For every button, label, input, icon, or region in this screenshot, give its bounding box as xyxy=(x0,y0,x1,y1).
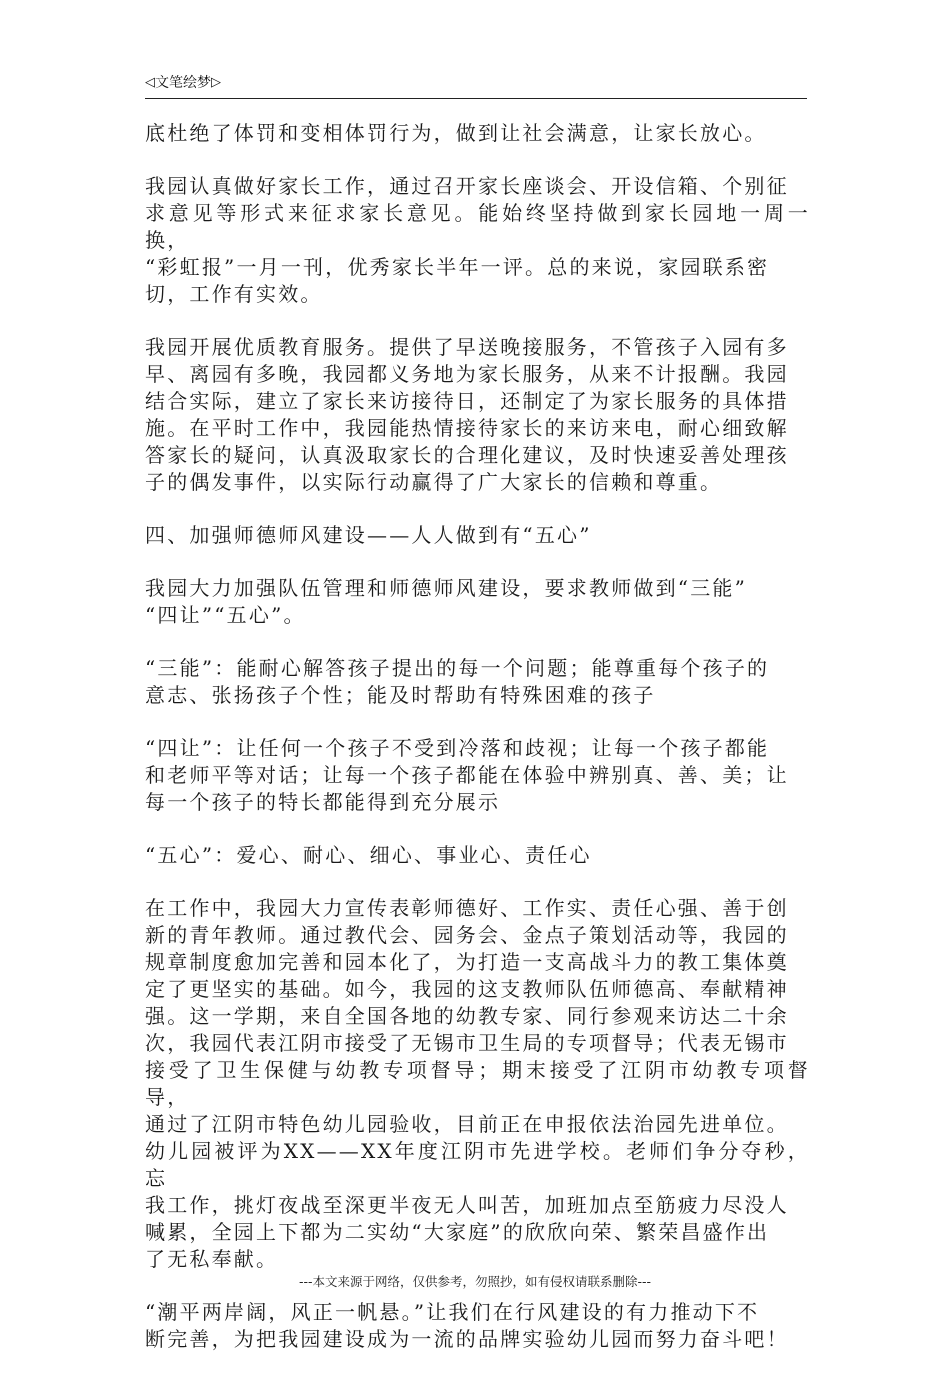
header-title: 文笔绘梦 xyxy=(155,75,211,91)
document-body xyxy=(145,120,810,1379)
section-heading: 四、加强师德师风建设——人人做到有“五心” xyxy=(145,523,592,547)
paragraph: 我园认真做好家长工作，通过召开家长座谈会、开设信箱、个别征 求意见等形式来征求家长意见。能始终坚持做到家长园地一周一换， “彩虹报”一月一刊，优秀家长半年一评。总的来说，家园联系密 切，工作有实效。 xyxy=(145,174,810,306)
paragraph: “五心”：爱心、耐心、细心、事业心、责任心 xyxy=(145,843,592,867)
paragraph: “四让”：让任何一个孩子不受到冷落和歧视；让每一个孩子都能 和老师平等对话；让每一个孩子都能在体验中辨别真、善、美；让 每一个孩子的特长都能得到充分展示 xyxy=(145,736,789,814)
paragraph: “潮平两岸阔，风正一帆悬。”让我们在行风建设的有力推动下不 断完善，为把我园建设成为一流的品牌实验幼儿园而努力奋斗吧！ xyxy=(145,1300,789,1351)
paragraph: 我园大力加强队伍管理和师德师风建设，要求教师做到“三能” “四让”“五心”。 xyxy=(145,576,748,627)
paragraph: “三能”：能耐心解答孩子提出的每一个问题；能尊重每个孩子的 意志、张扬孩子个性；能及时帮助有特殊困难的孩子 xyxy=(145,656,770,707)
page-header xyxy=(145,74,807,99)
left-triangle-icon: ◁ xyxy=(145,75,155,90)
right-triangle-icon: ▷ xyxy=(211,75,221,90)
paragraph: 在工作中，我园大力宣传表彰师德好、工作实、责任心强、善于创 新的青年教师。通过教代会、园务会、金点子策划活动等，我园的 规章制度愈加完善和园本化了，为打造一支高战斗力的教工集体奠 定了更坚实的基础。如今，我园的这支教师队伍师德高、奉献精神 强。这一学期，来自全国各地的幼教专家、同行参观来访达二十余 次，我园代表江阴市接受了无锡市卫生局的专项督导；代表无锡市 接受了卫生保健与幼教专项督导；期末接受了江阴市幼教专项督导， 通过了江阴市特色幼儿园验收，目前正在申报依法治园先进单位。 幼儿园被评为XX——XX年度江阴市先进学校。老师们争分夺秒，忘 我工作，挑灯夜战至深更半夜无人叫苦，加班加点至筋疲力尽没人 喊累，全园上下都为二实幼“大家庭”的欣欣向荣、繁荣昌盛作出 了无私奉献。 xyxy=(145,896,810,1271)
paragraph: 我园开展优质教育服务。提供了早送晚接服务，不管孩子入园有多 早、离园有多晚，我园都义务地为家长服务，从来不计报酬。我园 结合实际，建立了家长来访接待日，还制定了为家长服务的具体措 施。在平时工作中，我园能热情接待家长的来访来电，耐心细致解 答家长的疑问，认真汲取家长的合理化建议，及时快速妥善处理孩 子的偶发事件，以实际行动赢得了广大家长的信赖和尊重。 xyxy=(145,335,789,494)
paragraph: 底杜绝了体罚和变相体罚行为，做到让社会满意，让家长放心。 xyxy=(145,121,767,145)
footer-disclaimer: ---本文来源于网络，仅供参考，勿照抄，如有侵权请联系删除--- xyxy=(298,1274,652,1289)
